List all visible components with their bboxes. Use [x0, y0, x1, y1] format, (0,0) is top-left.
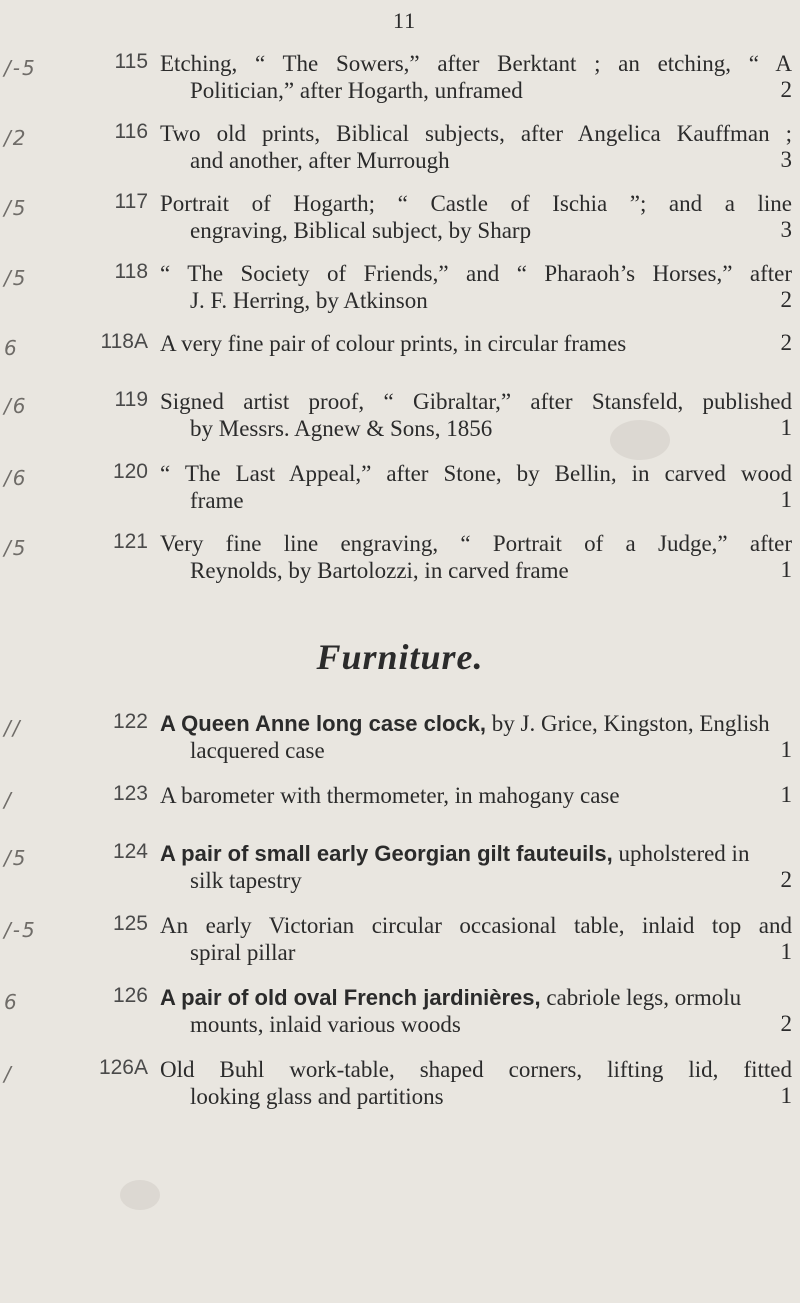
lot-description-line: frame — [190, 488, 244, 513]
lot-number: 119 — [114, 388, 148, 411]
lot-quantity: 2 — [780, 77, 792, 102]
page-number: 11 — [393, 8, 417, 33]
lot-description-line: engraving, Biblical subject, by Sharp — [190, 218, 532, 243]
lot-description-line: looking glass and partitions — [190, 1084, 444, 1109]
lot-description — [160, 388, 792, 442]
lot-number: 125 — [112, 912, 148, 935]
lot-number: 122 — [112, 710, 148, 733]
lot-number: 117 — [114, 190, 148, 213]
margin-annotation: / — [4, 788, 13, 812]
lot-description-text: cabriole legs, ormolu — [540, 985, 742, 1010]
lot-description — [160, 1056, 792, 1110]
lot-description-text: upholstered in — [612, 841, 750, 866]
lot-description-text: by J. Grice, Kingston, English — [486, 711, 770, 736]
lot-description-line: A barometer with thermometer, in mahogany case — [160, 783, 620, 808]
lot-description — [160, 120, 792, 174]
lot-description — [160, 912, 792, 966]
margin-annotation: /6 — [4, 394, 28, 418]
lot-description — [160, 840, 792, 894]
margin-annotation: /-5 — [4, 918, 37, 942]
lot-description — [160, 260, 792, 314]
lot-description — [160, 530, 792, 584]
lot-lead-text: A pair of old oval French jardinières, — [160, 985, 541, 1010]
lot-quantity: 1 — [780, 782, 792, 807]
lot-description-line: Portrait of Hogarth; “ Castle of Ischia ”; and a line — [160, 191, 792, 216]
lot-description — [160, 190, 792, 244]
lot-description-line: lacquered case — [190, 738, 325, 763]
lot-quantity: 3 — [780, 217, 792, 242]
lot-description-line: Very fine line engraving, “ Portrait of a Judge,” after — [160, 531, 792, 556]
margin-annotation: // — [4, 716, 22, 740]
lot-description-line: and another, after Murrough — [190, 148, 450, 173]
lot-description-line: by Messrs. Agnew & Sons, 1856 — [190, 416, 493, 441]
lot-number: 118 — [114, 260, 148, 283]
margin-annotation: 6 — [4, 990, 19, 1014]
lot-number: 126 — [112, 984, 148, 1007]
lot-number: 120 — [112, 460, 148, 483]
lot-quantity: 2 — [780, 287, 792, 312]
lot-description — [160, 460, 792, 514]
lot-description — [160, 782, 792, 809]
lot-description-line: silk tapestry — [190, 868, 302, 893]
lot-description — [160, 984, 792, 1038]
lot-description-line — [160, 710, 792, 737]
margin-annotation: /5 — [4, 846, 28, 870]
lot-quantity: 1 — [780, 939, 792, 964]
lot-quantity: 1 — [780, 1083, 792, 1108]
lot-number: 116 — [114, 120, 148, 143]
lot-number: 123 — [112, 782, 148, 805]
lot-description-line: Reynolds, by Bartolozzi, in carved frame — [190, 558, 569, 583]
lot-description-line: “ The Society of Friends,” and “ Pharaoh’s Horses,” after — [160, 261, 792, 286]
lot-description-line: “ The Last Appeal,” after Stone, by Bellin, in carved wood — [160, 461, 792, 486]
lot-description-line: spiral pillar — [190, 940, 296, 965]
lot-description-line — [160, 840, 792, 867]
margin-annotation: /5 — [4, 196, 28, 220]
margin-annotation: 6 — [4, 336, 19, 360]
lot-number: 124 — [112, 840, 148, 863]
paper-stain — [120, 1180, 160, 1210]
lot-lead-text: A Queen Anne long case clock, — [160, 711, 487, 736]
lot-quantity: 2 — [780, 330, 792, 355]
lot-number: 115 — [114, 50, 148, 73]
margin-annotation: /2 — [4, 126, 28, 150]
margin-annotation: / — [4, 1062, 13, 1086]
lot-description — [160, 50, 792, 104]
lot-quantity: 2 — [780, 867, 792, 892]
margin-annotation: /6 — [4, 466, 28, 490]
lot-description-line: J. F. Herring, by Atkinson — [190, 288, 428, 313]
lot-quantity: 1 — [780, 737, 792, 762]
lot-number: 121 — [112, 530, 148, 553]
lot-description-line: Signed artist proof, “ Gibraltar,” after Stansfeld, published — [160, 389, 792, 414]
margin-annotation: /5 — [4, 266, 28, 290]
lot-description-line: Etching, “ The Sowers,” after Berktant ; an etching, “ A — [160, 51, 792, 76]
lot-description-line: Politician,” after Hogarth, unframed — [190, 78, 523, 103]
lot-quantity: 1 — [780, 415, 792, 440]
lot-description-line: An early Victorian circular occasional table, inlaid top and — [160, 913, 792, 938]
lot-description-line: A very fine pair of colour prints, in circular frames — [160, 331, 627, 356]
lot-description — [160, 710, 792, 764]
lot-description-line: Two old prints, Biblical subjects, after Angelica Kauffman ; — [160, 121, 792, 146]
margin-annotation: /-5 — [4, 56, 37, 80]
lot-quantity: 1 — [780, 557, 792, 582]
section-heading: Furniture. — [316, 637, 484, 677]
lot-quantity: 3 — [780, 147, 792, 172]
lot-description-line — [160, 984, 792, 1011]
margin-annotation: /5 — [4, 536, 28, 560]
lot-number: 126A — [98, 1056, 148, 1079]
lot-quantity: 1 — [780, 487, 792, 512]
lot-description-line: Old Buhl work-table, shaped corners, lifting lid, fitted — [160, 1057, 792, 1082]
lot-number: 118A — [100, 330, 148, 353]
lot-description — [160, 330, 792, 357]
lot-description-line: mounts, inlaid various woods — [190, 1012, 461, 1037]
lot-lead-text: A pair of small early Georgian gilt fauteuils, — [160, 841, 613, 866]
lot-quantity: 2 — [780, 1011, 792, 1036]
